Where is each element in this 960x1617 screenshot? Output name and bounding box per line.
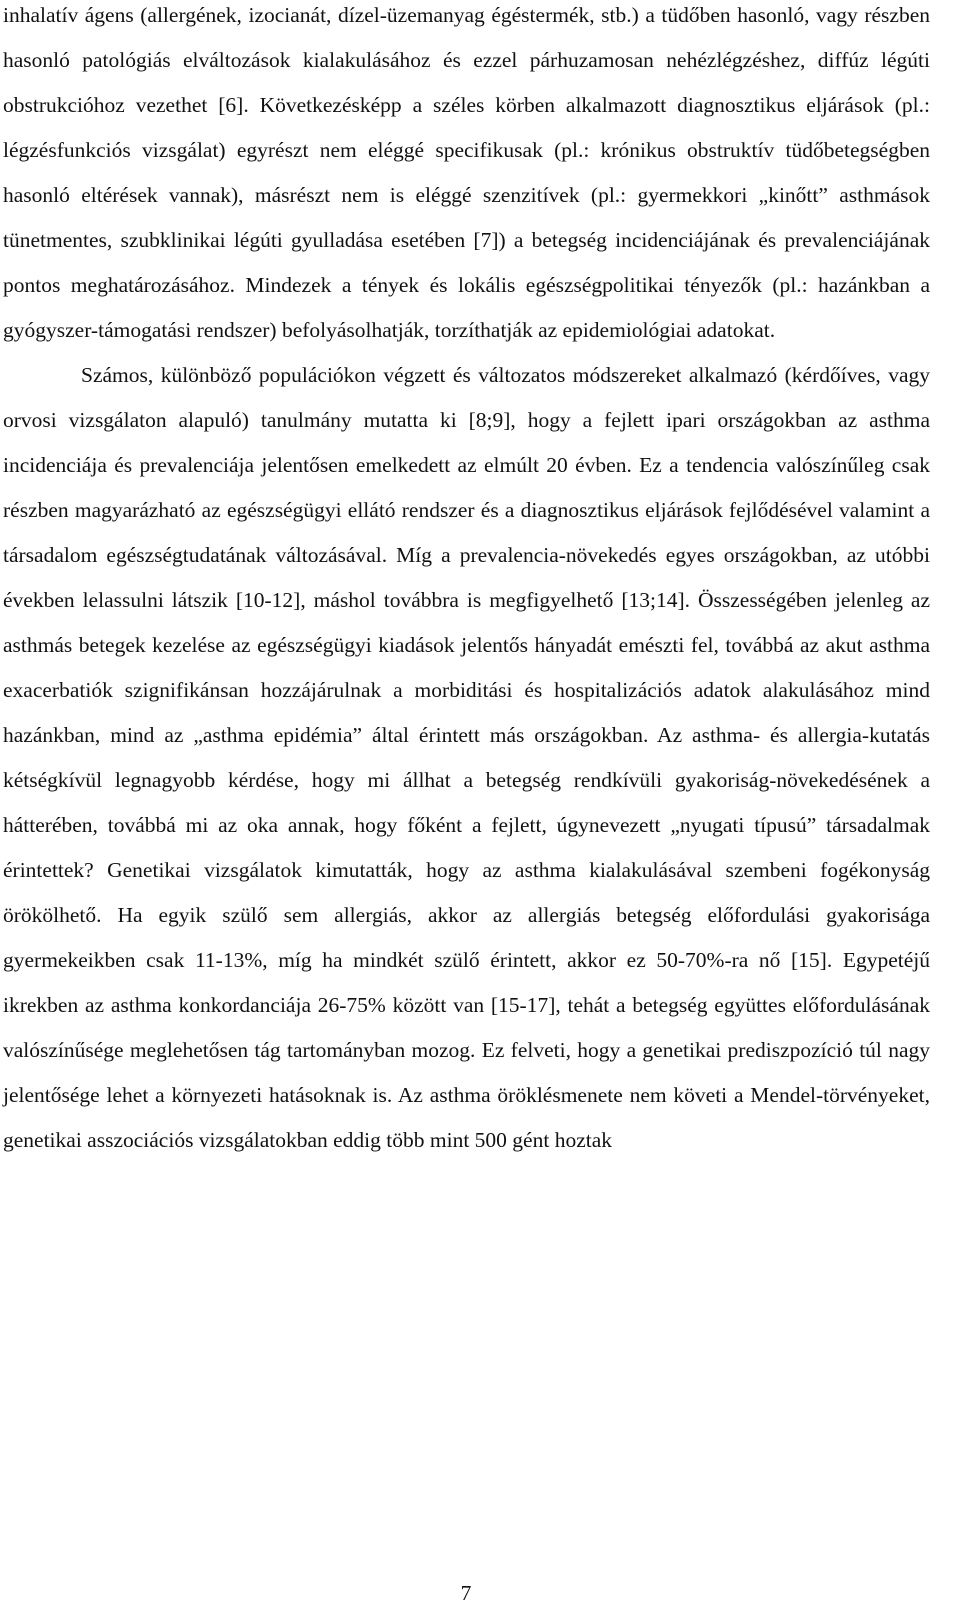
paragraph: Számos, különböző populációkon végzett és változatos módszereket alkalmazó (kérdőíves, vagy orvosi vizsgálaton alapuló) tanulmány mutatta ki [8;9], hogy a fejlett ipari országokban az asthma incidenciája és prevalenciája jelentősen emelkedett az elmúlt 20 évben. Ez a tendencia valószínűleg csak részben magyarázható az egészségügyi ellátó rendszer és a diagnosztikus eljárások fejlődésével valamint a társadalom egészségtudatának változásával. Míg a prevalencia-növekedés egyes országokban, az utóbbi években lelassulni látszik [10-12], máshol továbbra is megfigyelhető [13;14]. Összességében jelenleg az asthmás betegek kezelése az egészségügyi kiadások jelentős hányadát emészti fel, továbbá az akut asthma exacerbatiók szignifikánsan hozzájárulnak a morbiditási és hospitalizációs adatok alakulásához mind hazánkban, mind az „asthma epidémia” által érintett más országokban. Az asthma- és allergia-kutatás kétségkívül legnagyobb kérdése, hogy mi állhat a betegség rendkívüli gyakoriság-növekedésének a hátterében, továbbá mi az oka annak, hogy főként a fejlett, úgynevezett „nyugati típusú” társadalmak érintettek? Genetikai vizsgálatok kimutatták, hogy az asthma kialakulásával szembeni fogékonyság örökölhető. Ha egyik szülő sem allergiás, akkor az allergiás betegség előfordulási gyakorisága gyermekeikben csak 11-13%, míg ha mindkét szülő érintett, akkor ez 50-70%-ra nő [15]. Egypetéjű ikrekben az asthma konkordanciája 26-75% között van [15-17], tehát a betegség együttes előfordulásának valószínűsége meglehetősen tág tartományban mozog. Ez felveti, hogy a genetikai prediszpozíció túl nagy jelentősége lehet a környezeti hatásoknak is. Az asthma öröklésmenete nem követi a Mendel-törvényeket, genetikai asszociációs vizsgálatokban eddig több mint 500 gént hoztak [3, 363, 930, 1152]
document-body [3, 0, 930, 1163]
page-number: 7 [460, 1581, 472, 1605]
paragraph-continued: inhalatív ágens (allergének, izocianát, dízel-üzemanyag égéstermék, stb.) a tüdőben hasonló, vagy részben hasonló patológiás elváltozások kialakulásához és ezzel párhuzamosan nehézlégzéshez, diffúz légúti obstrukcióhoz vezethet [6]. Következésképp a széles körben alkalmazott diagnosztikus eljárások (pl.: légzésfunkciós vizsgálat) egyrészt nem eléggé specifikusak (pl.: krónikus obstruktív tüdőbetegségben hasonló eltérések vannak), másrészt nem is eléggé szenzitívek (pl.: gyermekkori „kinőtt” asthmások tünetmentes, szubklinikai légúti gyulladása esetében [7]) a betegség incidenciájának és prevalenciájának pontos meghatározásához. Mindezek a tények és lokális egészségpolitikai tényezők (pl.: hazánkban a gyógyszer-támogatási rendszer) befolyásolhatják, torzíthatják az epidemiológiai adatokat. [3, 3, 930, 342]
